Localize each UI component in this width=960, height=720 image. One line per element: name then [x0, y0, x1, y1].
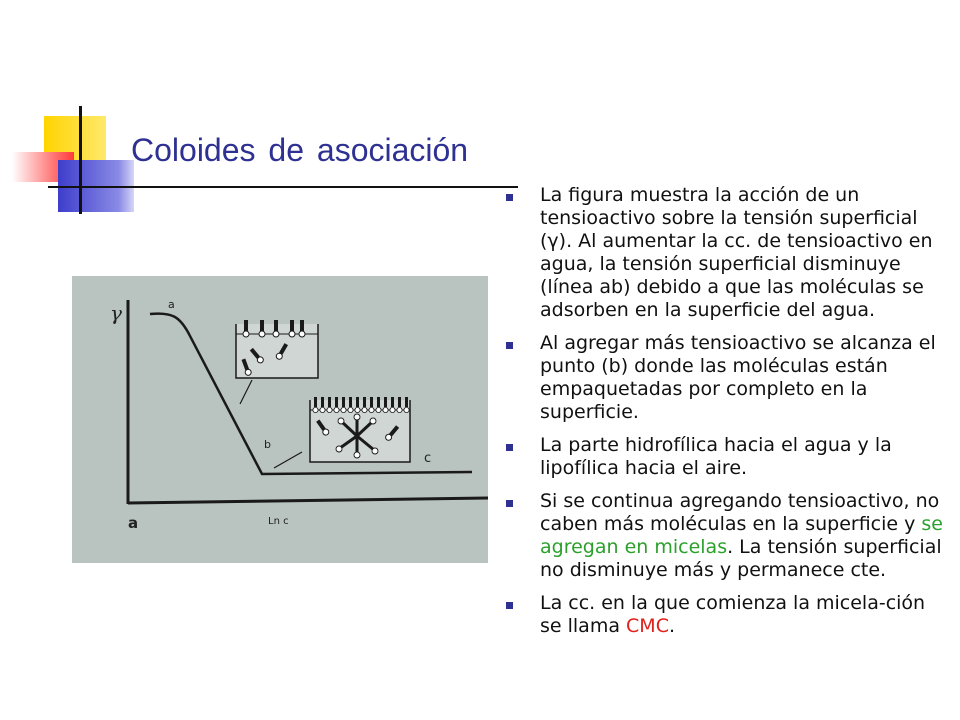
bullet-text-part: La cc. en la que comienza la micela-ción se llama: [540, 592, 926, 637]
bullet-text: [540, 592, 925, 637]
bullet-text-part: . La tensión superficial no disminuye más y permanece cte.: [540, 536, 942, 581]
figure-svg: [72, 276, 488, 563]
bullet-text: La parte hidrofílica hacia el agua y la lipofílica hacia el aire.: [540, 434, 892, 479]
point-c-label: c: [424, 451, 432, 466]
decor-vertical-line: [79, 106, 82, 214]
decor-horizontal-line: [48, 186, 518, 188]
slide-title: Coloides de asociación: [131, 132, 469, 168]
bullet-square-icon: [506, 342, 513, 349]
micelles-highlight: se agregan en micelas: [540, 513, 943, 558]
bullet-square-icon: [506, 602, 513, 609]
y-axis-symbol: γ: [110, 301, 122, 325]
inset-beaker-micelle: [274, 397, 410, 468]
x-axis: [128, 498, 488, 503]
bullet-item: [506, 592, 946, 638]
bullet-text: Al agregar más tensioactivo se alcanza el punto (b) donde las moléculas están empaquetadas por completo en la superficie.: [540, 332, 936, 423]
bullet-item: [506, 434, 946, 480]
cmc-highlight: CMC: [626, 615, 669, 637]
point-b-label: b: [264, 438, 271, 451]
x-axis-label: Ln c: [268, 516, 289, 527]
surface-tension-figure: [72, 276, 488, 563]
inset-beaker-low-concentration: [236, 320, 318, 404]
bullet-item: [506, 332, 946, 424]
point-a-label: a: [168, 298, 175, 311]
bullet-text: [540, 490, 943, 581]
bullet-square-icon: [506, 194, 513, 201]
bullet-text: La figura muestra la acción de un tensioactivo sobre la tensión superficial (γ). Al aumentar la cc. de tensioactivo en agua, la tensión superficial disminuye (línea ab) debido a que las moléculas se adsorben en la superficie del agua.: [540, 184, 933, 321]
bullet-item: [506, 490, 946, 582]
panel-label: a: [128, 514, 139, 532]
bullet-text-part: Si se continua agregando tensioactivo, no caben más moléculas en la superficie y: [540, 490, 940, 535]
bullet-text-part: .: [668, 615, 676, 637]
bullet-square-icon: [506, 444, 513, 451]
bullet-square-icon: [506, 500, 513, 507]
bullet-list: [506, 184, 946, 648]
bullet-item: [506, 184, 946, 322]
